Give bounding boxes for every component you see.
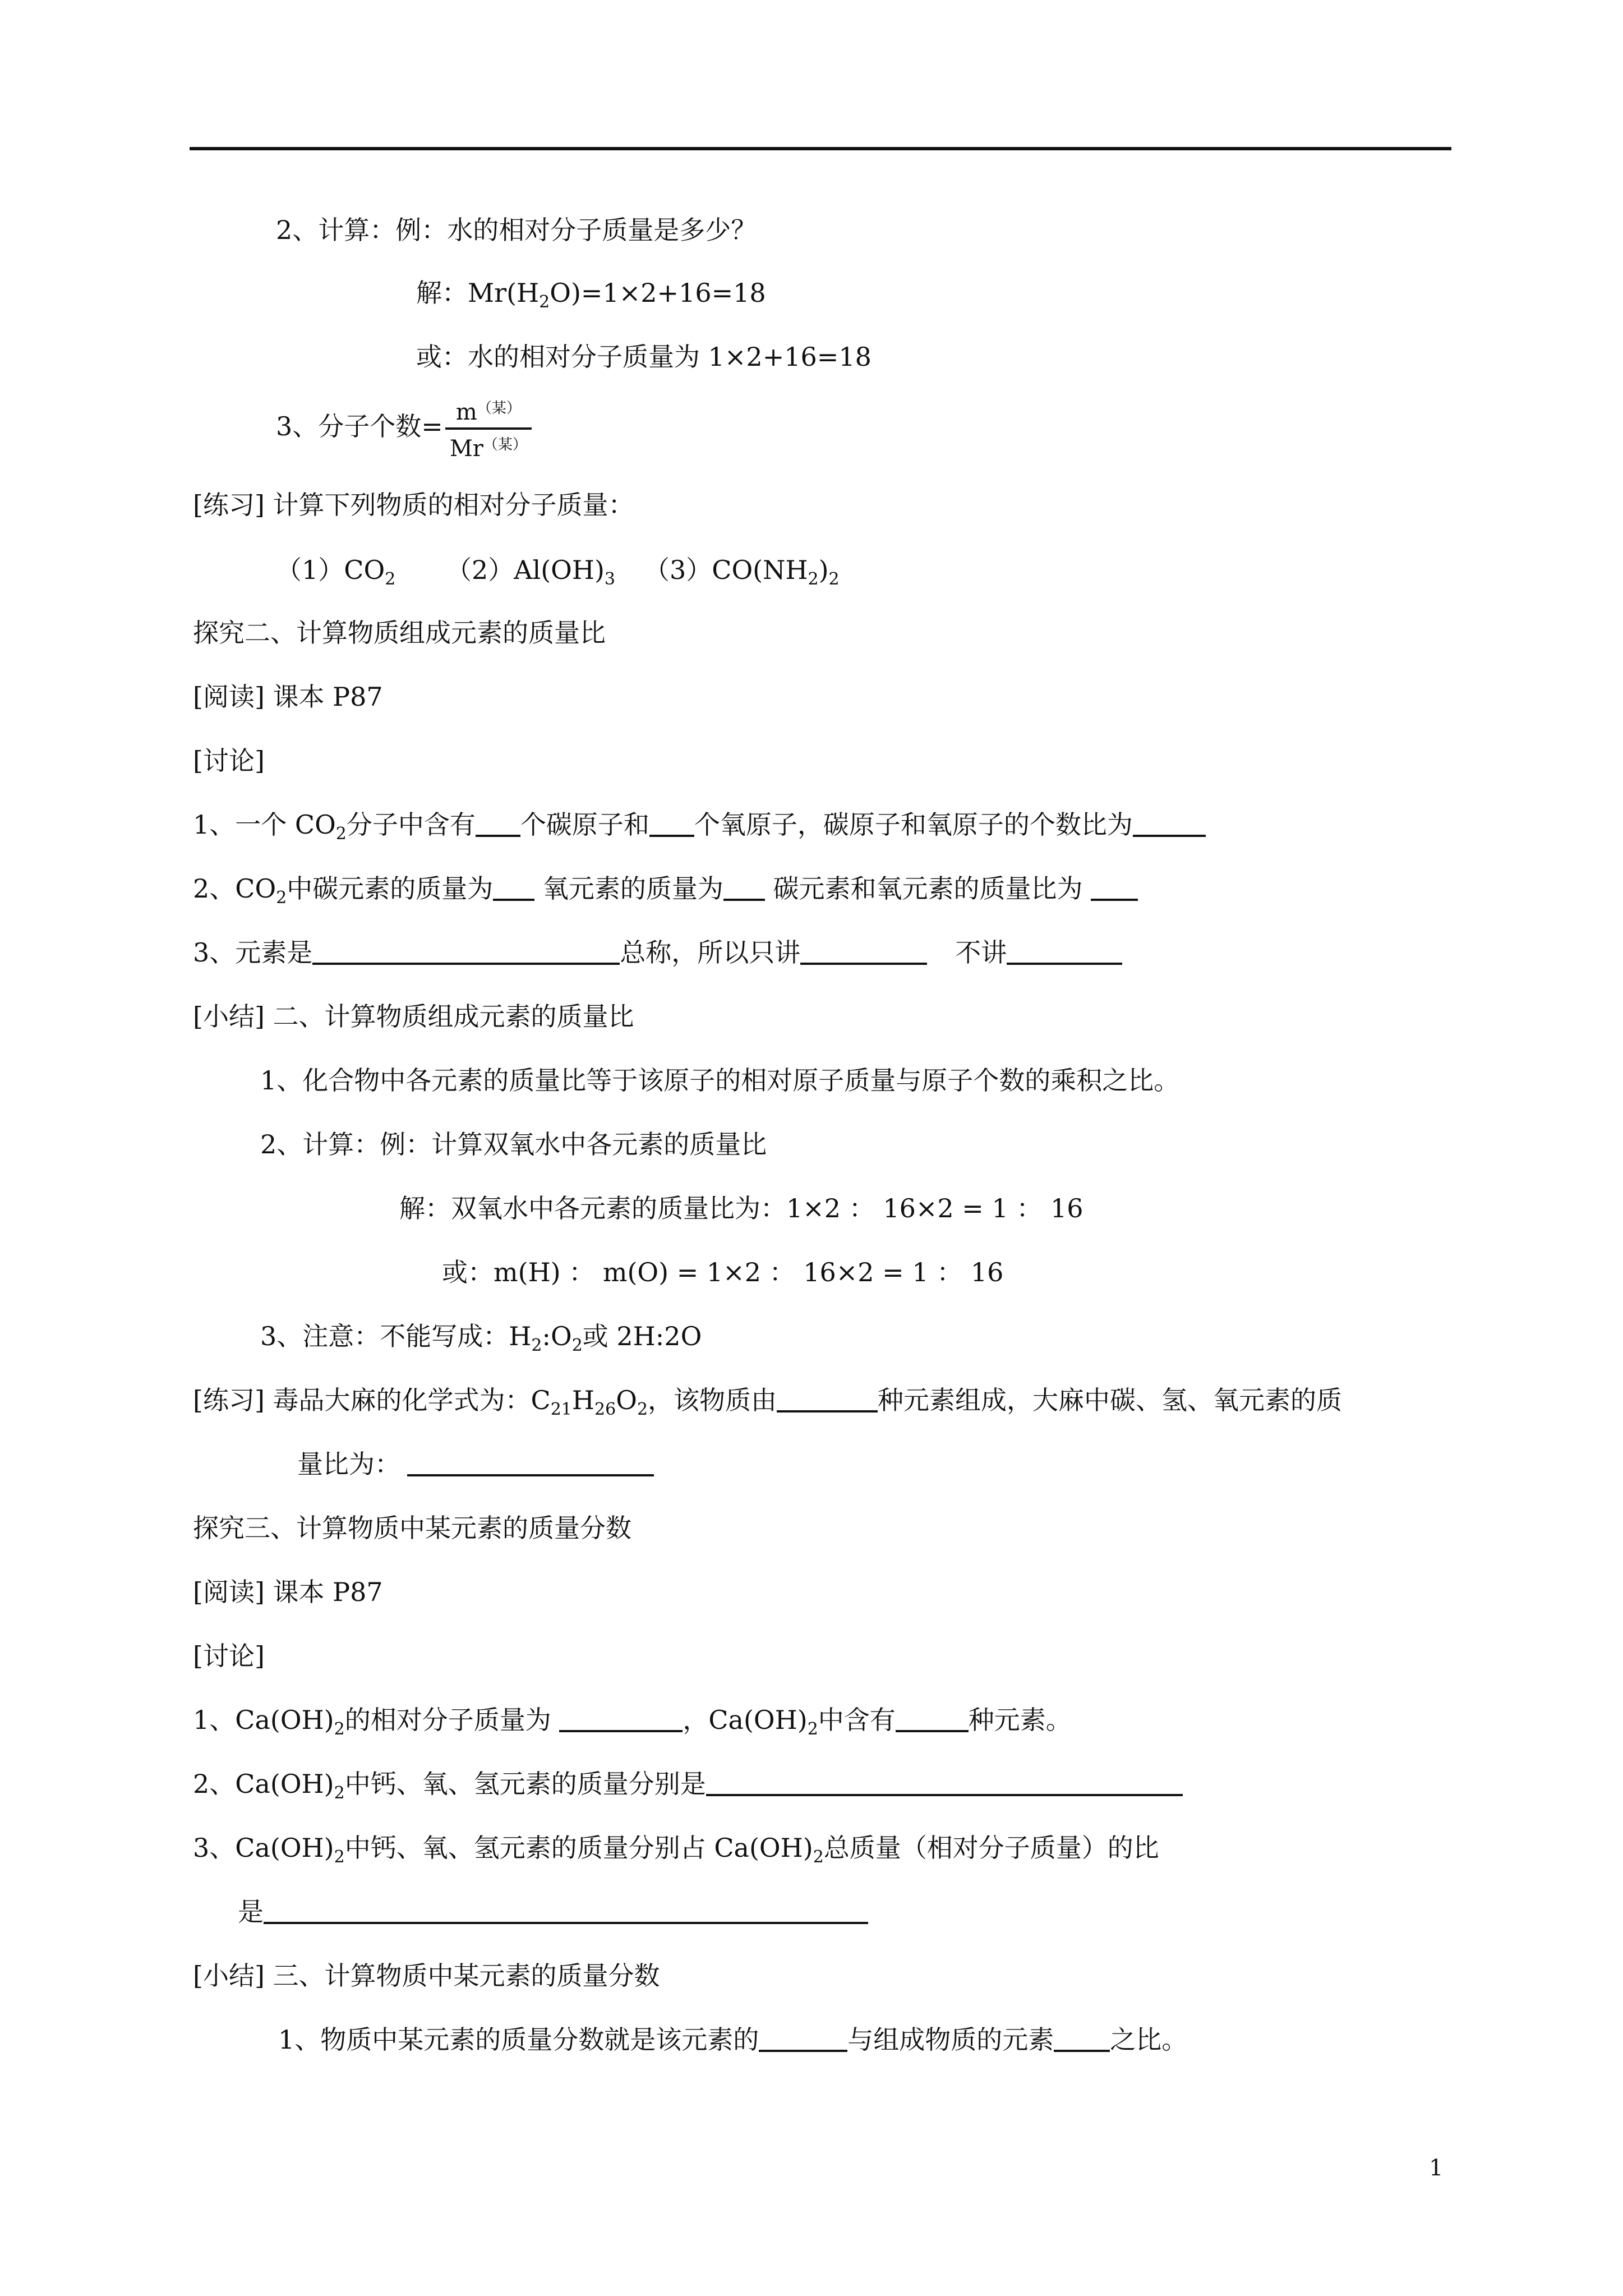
molecule-count-formula: 3、分子个数= $\frac{m^{(某)}}{Mr^{(某)}}$ xyxy=(276,393,532,464)
section-3-summary: [小结] 三、计算物质中某元素的质量分数 xyxy=(193,1961,660,1991)
answer-blank[interactable] xyxy=(759,2025,847,2052)
answer-blank[interactable] xyxy=(1054,2025,1110,2052)
section-3-question-3: 3、$Ca(OH)_2$中钙、氧、氢元素的质量分别占 $Ca(OH)_2$总质量（相对分子质量）的比 xyxy=(193,1833,1159,1867)
summary-2-solution: 解：双氧水中各元素的质量比为：1×2 ： 16×2 = 1 ： 16 xyxy=(399,1193,1083,1223)
section-3-read: [阅读] 课本 P87 xyxy=(193,1577,383,1607)
section-2-question-1: 1、一个 $CO_2$分子中含有 个碳原子和 个氧原子，碳原子和氧原子的个数比为 xyxy=(193,808,1206,841)
answer-blank[interactable] xyxy=(649,810,694,837)
exercise-1-item-2: $(2)Al(OH)_3$ xyxy=(446,555,616,589)
calc-solution: 解：$Mr(H_2O)=1\times 2+16=18$ xyxy=(416,278,766,312)
answer-blank[interactable] xyxy=(896,1705,969,1732)
section-3-discuss: [讨论] xyxy=(193,1641,265,1671)
section-3-question-2: 2、$Ca(OH)_2$中钙、氧、氢元素的质量分别是 xyxy=(193,1767,1183,1801)
fraction: $\frac{m^{(某)}}{Mr^{(某)}}$ xyxy=(445,393,532,464)
answer-blank[interactable] xyxy=(1091,874,1138,901)
answer-blank[interactable] xyxy=(493,874,534,901)
exercise-1-item-3: $(3)CO(NH_2)_2$ xyxy=(644,555,840,589)
answer-blank[interactable] xyxy=(723,874,765,901)
answer-blank[interactable] xyxy=(777,1386,878,1412)
answer-blank[interactable] xyxy=(1133,810,1206,837)
answer-blank[interactable] xyxy=(476,810,520,837)
answer-blank[interactable] xyxy=(1007,938,1122,965)
section-2-title: 探究二、计算物质组成元素的质量比 xyxy=(193,618,606,648)
answer-blank[interactable] xyxy=(800,938,927,965)
summary-3-point-1: 1、物质中某元素的质量分数就是该元素的 与组成物质的元素 之比。 xyxy=(278,2024,1188,2055)
section-3-title: 探究三、计算物质中某元素的质量分数 xyxy=(193,1513,631,1543)
section-2-question-2: 2、$CO_2$中碳元素的质量为 氧元素的质量为 碳元素和氧元素的质量比为 xyxy=(193,872,1138,905)
summary-2-point-2: 2、计算：例：计算双氧水中各元素的质量比 xyxy=(260,1129,767,1159)
section-2-summary: [小结] 二、计算物质组成元素的质量比 xyxy=(193,1001,634,1032)
section-3-question-1: 1、$Ca(OH)_2$的相对分子质量为 ，$Ca(OH)_2$中含有 种元素。 xyxy=(193,1705,1072,1739)
summary-2-point-1: 1、化合物中各元素的质量比等于该原子的相对原子质量与原子个数的乘积之比。 xyxy=(260,1065,1180,1096)
summary-2-note: 3、注意：不能写成：$H_2:O_2$或 2H:2O xyxy=(260,1321,702,1355)
section-2-question-3: 3、元素是 总称，所以只讲 不讲 xyxy=(193,936,1122,969)
calc-alternative: 或：水的相对分子质量为 1×2+16=18 xyxy=(416,342,872,372)
header-rule xyxy=(190,147,1451,150)
page-number: 1 xyxy=(1429,2155,1444,2181)
summary-2-alternative: 或：m(H) ： m(O) = 1×2 ： 16×2 = 1 ： 16 xyxy=(442,1257,1004,1287)
section-3-question-3-cont: 是 xyxy=(238,1895,868,1929)
calc-example-title: 2、计算：例：水的相对分子质量是多少？ xyxy=(276,215,757,245)
answer-blank[interactable] xyxy=(407,1450,654,1476)
exercise-1-item-1: $(1)CO_2$ xyxy=(276,555,396,589)
answer-blank[interactable] xyxy=(312,938,620,965)
section-2-read: [阅读] 课本 P87 xyxy=(193,682,383,712)
exercise-2-line-1: [练习] 毒品大麻的化学式为：$C_{21}H_{26}O_2$，该物质由 种元素组成，大麻中碳、氢、氧元素的质 xyxy=(193,1385,1343,1419)
answer-blank[interactable] xyxy=(264,1897,868,1924)
answer-blank[interactable] xyxy=(559,1705,683,1732)
exercise-2-line-2: 量比为： xyxy=(297,1447,654,1481)
answer-blank[interactable] xyxy=(706,1769,1183,1796)
exercise-1-title: [练习] 计算下列物质的相对分子质量： xyxy=(193,490,634,520)
section-2-discuss: [讨论] xyxy=(193,746,265,776)
